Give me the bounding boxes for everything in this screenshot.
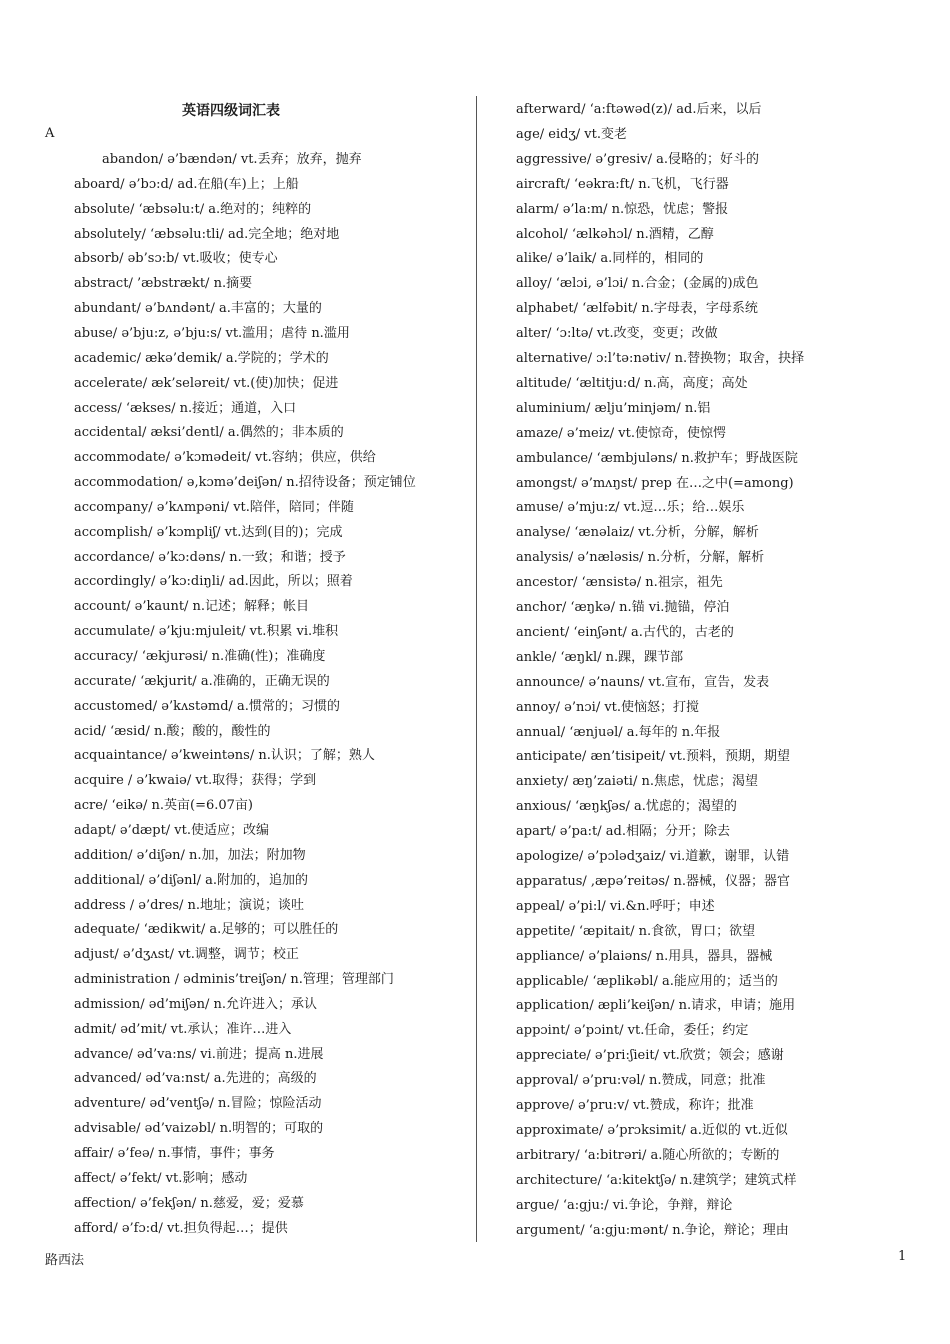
vocab-entry: appeal/ ə’pi:l/ vi.&n.呼吁；申述 [516, 898, 715, 914]
vocab-entry: accidental/ æksi’dentl/ a.偶然的；非本质的 [74, 425, 344, 441]
vocab-entry: ambulance/ ‘æmbjuləns/ n.救护车；野战医院 [516, 450, 798, 466]
vocab-entry: administration / ədminis’treiʃən/ n.管理；管理部门 [74, 972, 394, 988]
vocab-entry: anticipate/ æn’tisipeit/ vt.预料，预期，期望 [516, 749, 790, 765]
vocab-entry: abstract/ ’æbstrækt/ n.摘要 [74, 276, 253, 292]
vocab-entry: argue/ ‘a:gju:/ vi.争论，争辩，辩论 [516, 1197, 733, 1213]
vocab-entry: alter/ ‘ɔ:ltə/ vt.改变，变更；改做 [516, 326, 718, 342]
vocab-entry: approve/ ə’pru:v/ vt.赞成，称许；批准 [516, 1098, 754, 1113]
vocab-entry: adequate/ ‘ædikwit/ a.足够的；可以胜任的 [74, 922, 339, 938]
vocab-entry: accustomed/ ə’kʌstəmd/ a.惯常的；习惯的 [74, 698, 340, 714]
vocab-entry: anxious/ ‘æŋkʃəs/ a.忧虑的；渴望的 [516, 799, 737, 815]
vocab-entry: afford/ ə’fɔ:d/ vt.担负得起…；提供 [74, 1220, 288, 1236]
vocab-entry: anxiety/ æŋ’zaiəti/ n.焦虑，忧虑；渴望 [516, 774, 758, 790]
page-number: 1 [898, 1249, 907, 1264]
vocab-entry: absolute/ ‘æbsəlu:t/ a.绝对的；纯粹的 [74, 201, 312, 217]
vocab-entry: annual/ ‘ænjuəl/ a.每年的 n.年报 [516, 724, 721, 740]
footer-author: 路西法 [45, 1253, 85, 1268]
vocab-entry: aboard/ ə’bɔ:d/ ad.在船(车)上；上船 [74, 176, 299, 192]
section-letter: A [45, 126, 55, 141]
vocab-entry: approximate/ ə’prɔksimit/ a.近似的 vt.近似 [516, 1122, 788, 1138]
vocab-entry: aggressive/ ə’gresiv/ a.侵略的；好斗的 [516, 151, 759, 167]
vocab-entry: abundant/ ə’bʌndənt/ a.丰富的；大量的 [74, 301, 322, 317]
vocab-entry: alarm/ ə’la:m/ n.惊恐，忧虑；警报 [516, 201, 729, 217]
vocab-entry: amaze/ ə’meiz/ vt.使惊奇，使惊愕 [516, 425, 726, 441]
vocab-entry: analysis/ ə’næləsis/ n.分析，分解，解析 [516, 550, 765, 566]
vocab-entry: ancient/ ‘einʃənt/ a.古代的，古老的 [516, 624, 734, 640]
vocab-entry: acquaintance/ ə’kweintəns/ n.认识；了解；熟人 [74, 748, 375, 764]
vocab-entry: altitude/ ‘æltitju:d/ n.高，高度；高处 [516, 375, 748, 391]
vocab-entry: approval/ ə’pru:vəl/ n.赞成，同意；批准 [516, 1073, 766, 1089]
vocab-entry: alcohol/ ‘ælkəhɔl/ n.酒精，乙醇 [516, 226, 714, 242]
vocab-entry: acre/ ‘eikə/ n.英亩(=6.07亩) [74, 798, 254, 814]
vocab-entry: analyse/ ‘ænəlaiz/ vt.分析，分解，解析 [516, 525, 759, 541]
vocab-entry: admission/ əd’miʃən/ n.允许进入；承认 [74, 996, 318, 1012]
vocab-entry: arbitrary/ ‘a:bitrəri/ a.随心所欲的；专断的 [516, 1147, 780, 1163]
vocab-entry: account/ ə’kaunt/ n.记述；解释；帐目 [74, 599, 310, 615]
vocab-entry: accommodation/ ə,kɔmə’deiʃən/ n.招待设备；预定铺位 [74, 475, 416, 491]
vocab-entry: appreciate/ ə’pri:ʃieit/ vt.欣赏；领会；感谢 [516, 1048, 784, 1064]
vocab-entry: admit/ əd’mit/ vt.承认；准许…进入 [74, 1021, 292, 1037]
vocab-entry: accelerate/ æk’seləreit/ vt.(使)加快；促进 [74, 375, 339, 391]
vocab-entry: additional/ ə’diʃənl/ a.附加的，追加的 [74, 872, 309, 888]
vocab-entry: accompany/ ə’kʌmpəni/ vt.陪伴，陪同；伴随 [74, 499, 354, 515]
vocab-entry: address / ə’dres/ n.地址；演说；谈吐 [74, 897, 305, 913]
vocab-entry: adventure/ əd’ventʃə/ n.冒险；惊险活动 [74, 1096, 322, 1112]
vocab-entry: appliance/ ə’plaiəns/ n.用具，器具，器械 [516, 948, 773, 964]
vocab-entry: advisable/ əd’vaizəbl/ n.明智的；可取的 [74, 1121, 324, 1137]
vocab-entry: amuse/ ə’mju:z/ vt.逗…乐；给…娱乐 [516, 500, 745, 516]
vocab-entry: aluminium/ ælju’minjəm/ n.铝 [516, 400, 711, 416]
vocab-entry: advanced/ əd’va:nst/ a.先进的；高级的 [74, 1071, 317, 1087]
vocab-entry: alternative/ ɔ:l’tə:nətiv/ n.替换物；取舍，抉择 [516, 351, 805, 366]
vocab-entry: annoy/ ə’nɔi/ vt.使恼怒；打搅 [516, 699, 700, 715]
vocab-entry: application/ æpli’keiʃən/ n.请求，申请；施用 [516, 998, 796, 1014]
vocab-entry: amongst/ ə’mʌŋst/ prep 在…之中(=among) [516, 475, 794, 491]
vocab-entry: accuracy/ ‘ækjurəsi/ n.准确(性)；准确度 [74, 649, 326, 664]
vocab-entry: addition/ ə’diʃən/ n.加，加法；附加物 [74, 847, 306, 863]
vocab-entry: age/ eidʒ/ vt.变老 [516, 126, 628, 142]
column-divider [476, 96, 477, 1242]
vocab-entry: argument/ ‘a:gju:mənt/ n.争论，辩论；理由 [516, 1222, 789, 1238]
vocab-entry: ancestor/ ‘ænsistə/ n.祖宗，祖先 [516, 575, 723, 591]
vocab-entry: accurate/ ‘ækjurit/ a.准确的，正确无误的 [74, 673, 330, 689]
vocab-entry: appetite/ ‘æpitait/ n.食欲，胃口；欲望 [516, 923, 756, 939]
vocab-entry: apparatus/ ,æpə’reitəs/ n.器械，仪器；器官 [516, 873, 791, 889]
vocab-entry: acquire / ə’kwaiə/ vt.取得；获得；学到 [74, 773, 317, 789]
vocab-entry: architecture/ ‘a:kitektʃə/ n.建筑学；建筑式样 [516, 1172, 797, 1188]
vocab-entry: affect/ ə’fekt/ vt.影响；感动 [74, 1170, 248, 1186]
vocab-entry: accordingly/ ə’kɔ:diŋli/ ad.因此，所以；照着 [74, 574, 353, 590]
vocab-entry: apologize/ ə’pɔlədʒaiz/ vi.道歉，谢罪，认错 [516, 849, 790, 864]
vocab-entry: abandon/ ə’bændən/ vt.丢弃；放弃，抛弃 [102, 152, 362, 167]
vocab-entry: afterward/ ‘a:ftəwəd(z)/ ad.后来，以后 [516, 102, 762, 117]
vocab-entry: anchor/ ‘æŋkə/ n.锚 vi.抛锚，停泊 [516, 600, 730, 615]
vocab-entry: apart/ ə’pa:t/ ad.相隔；分开；除去 [516, 824, 730, 840]
vocab-entry: accumulate/ ə’kju:mjuleit/ vt.积累 vi.堆积 [74, 624, 339, 640]
vocab-entry: announce/ ə’nauns/ vt.宣布，宣告，发表 [516, 674, 770, 690]
vocab-entry: applicable/ ‘æplikəbl/ a.能应用的；适当的 [516, 973, 778, 989]
vocab-entry: accomplish/ ə’kɔmpliʃ/ vt.达到(目的)；完成 [74, 524, 343, 540]
vocab-entry: advance/ əd’va:ns/ vi.前进；提高 n.进展 [74, 1046, 324, 1062]
vocab-entry: accommodate/ ə’kɔmədeit/ vt.容纳；供应，供给 [74, 450, 376, 466]
vocab-entry: academic/ ækə’demik/ a.学院的；学术的 [74, 350, 329, 366]
page-title: 英语四级词汇表 [182, 103, 280, 119]
vocab-entry: accordance/ ə’kɔ:dəns/ n.一致；和谐；授予 [74, 549, 346, 565]
vocab-entry: alike/ ə’laik/ a.同样的，相同的 [516, 251, 704, 267]
vocab-entry: alloy/ ‘ælɔi, ə’lɔi/ n.合金；(金属的)成色 [516, 276, 759, 292]
vocab-entry: appɔint/ ə’pɔint/ vt.任命，委任；约定 [516, 1023, 749, 1039]
vocab-entry: acid/ ‘æsid/ n.酸；酸的，酸性的 [74, 723, 271, 739]
vocab-entry: abuse/ ə’bju:z, ə’bju:s/ vt.滥用；虐待 n.滥用 [74, 325, 350, 341]
vocab-entry: affection/ ə’fekʃən/ n.慈爱，爱；爱慕 [74, 1195, 304, 1211]
vocab-entry: access/ ‘ækses/ n.接近；通道，入口 [74, 400, 297, 416]
vocab-entry: absolutely/ ‘æbsəlu:tli/ ad.完全地；绝对地 [74, 226, 340, 242]
vocab-entry: aircraft/ ‘eəkra:ft/ n.飞机，飞行器 [516, 176, 729, 192]
vocab-entry: alphabet/ ‘ælfəbit/ n.字母表，字母系统 [516, 301, 758, 317]
vocab-entry: affair/ ə’feə/ n.事情，事件；事务 [74, 1146, 275, 1161]
vocab-entry: adjust/ ə’dʒʌst/ vt.调整，调节；校正 [74, 947, 299, 963]
vocab-entry: ankle/ ‘æŋkl/ n.踝，踝节部 [516, 649, 684, 665]
vocab-entry: absorb/ əb’sɔ:b/ vt.吸收；使专心 [74, 251, 278, 267]
vocab-entry: adapt/ ə’dæpt/ vt.使适应；改编 [74, 822, 270, 838]
